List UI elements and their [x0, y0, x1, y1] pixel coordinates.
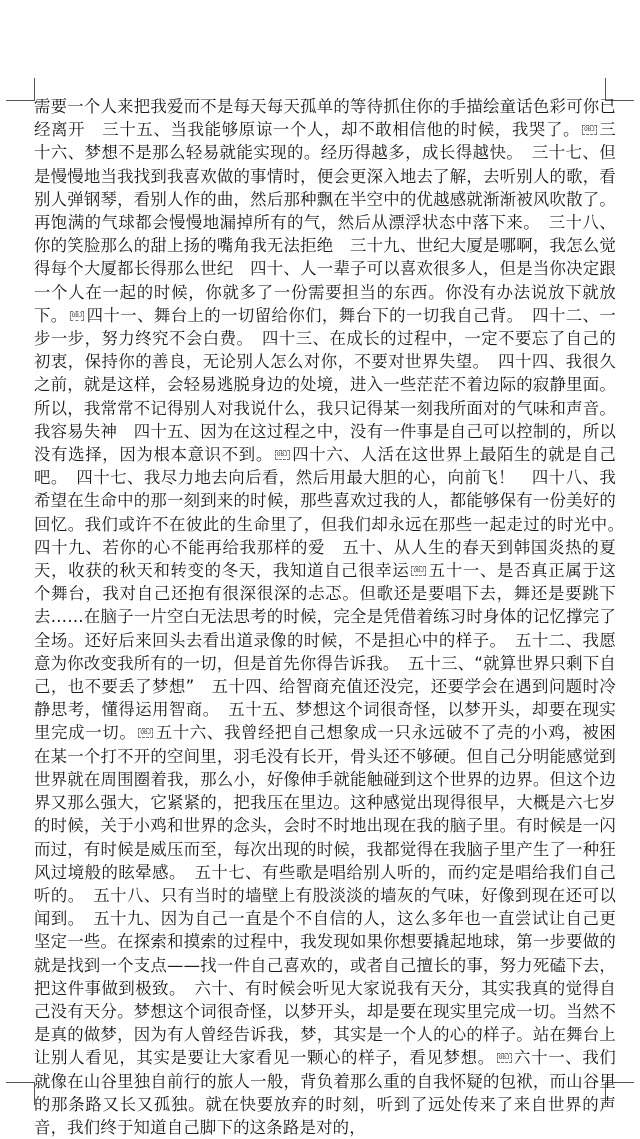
object-placeholder-icon: OBJ	[140, 729, 152, 737]
object-placeholder-icon: OBJ	[413, 567, 425, 575]
object-placeholder-icon: OBJ	[71, 311, 83, 319]
text-segment: 六十一、我们就像在山谷里独自前行的旅人一般，背负着那么重的自我怀疑的包袱，而山谷里的那条路又长又孤独。就在快要放弃的时刻，听到了远处传来了来自世界的声音，我们终于知道自己脚下的这条路是对的，	[34, 1048, 616, 1137]
document-body	[34, 95, 633, 1139]
crop-mark-bottom-left	[6, 1082, 35, 1105]
text-segment: 四十六、人活在这世界上最陌生的就是自己吧。 四十七、我尽力地去向后看，然后用最大胆的心，向前飞！ 四十八、我希望在生命中的那一刻到来的时候，那些喜欢过我的人，都能够保有一份美好的回忆。我们或许不在彼此的生命里了，但我们却永远在那些一起走过的时光中。 四十九、若你的心不能再给我那样的爱 五十、从人生的春天到韩国炎热的夏天，收获的秋天和转变的冬天，我知道自己很幸运	[34, 445, 633, 581]
object-placeholder-icon: OBJ	[584, 126, 595, 134]
text-segment: 五十一、是否真正属于这个舞台，我对自己还抱有很深很深的忐忑。但歌还是要唱下去，舞还是要跳下去……在脑子一片空白无法思考的时候，完全是凭借着练习时身体的记忆撑完了全场。还好后来回头去看出道录像的时候，不是担心中的样子。 五十二、我愿意为你改变我所有的一切，但是首先你得告诉我。 五十三、“就算世界只剩下自己，也不要丢了梦想” 五十四、给智商充值还没完，还要学会在遇到问题时冷静思考，懂得运用智商。 五十五、梦想这个词很奇怪，以梦开头，却要在现实里完成一切。	[34, 561, 616, 743]
text-segment: 需要一个人来把我爱而不是每天每天孤单的等待抓住你的手描绘童话色彩可你已经离开 三十五、当我能够原谅一个人，却不敢相信他的时候，我哭了。	[34, 97, 616, 140]
object-placeholder-icon: OBJ	[276, 451, 288, 459]
crop-mark-top-left	[6, 78, 35, 101]
object-placeholder-icon: OBJ	[498, 1054, 510, 1062]
text-segment: 四十一、舞台上的一切留给你们，舞台下的一切我自己背。 四十二、一步一步，努力终究不会白费。 四十三、在成长的过程中，一定不要忘了自己的初衷，保持你的善良，无论别人怎么对你，不要对世界失望。 四十四、我很久之前，就是这样，会轻易逃脱身边的处境，进入一些茫茫不着边际的寂静里面。所以，我常常不记得别人对我说什么，我只记得某一刻我所面对的气味和声音。我容易失神 四十五、因为在这过程之中，没有一件事是自己可以控制的，所以没有选择，因为根本意识不到。	[34, 305, 616, 465]
text-segment: 三十六、梦想不是那么轻易就能实现的。经历得越多，成长得越快。 三十七、但是慢慢地当我找到我喜欢做的事情时，便会更深入地去了解，去听别人的歌，看别人弹钢琴，看别人作的曲，然后那种飘在半空中的优越感就渐渐被风吹散了。再饱满的气球都会慢慢地漏掉所有的气，然后从漂浮状态中落下来。 三十八、你的笑脸那么的甜上扬的嘴角我无法拒绝 三十九、世纪大厦是哪啊，我怎么觉得每个大厦都长得那么世纪 四十、人一辈子可以喜欢很多人，但是当你决定跟一个人在一起的时候，你就多了一份需要担当的东西。你没有办法说放下就放下。	[34, 120, 617, 325]
text-segment: 五十六、我曾经把自己想象成一只永远破不了壳的小鸡，被困在某一个打不开的空间里，羽毛没有长开，骨头还不够硬。但自己分明能感觉到世界就在周围圈着我，那么小，好像伸手就能触碰到这个世界的边界。但这个边界又那么强大，它紧紧的，把我压在里边。这种感觉出现得很早，大概是六七岁的时候，关于小鸡和世界的念头，会时不时地出现在我的脑子里。有时候是一闪而过，有时候是威压而至，每次出现的时候，我都觉得在我脑子里产生了一种狂风过境般的眩晕感。 五十七、有些歌是唱给别人听的，而约定是唱给我们自己听的。 五十八、只有当时的墙壁上有股淡淡的墙灰的气味，好像到现在还可以闻到。 五十九、因为自己一直是个不自信的人，这么多年也一直尝试让自己更坚定一些。在探索和摸索的过程中，我发现如果你想要撬起地球，第一步要做的就是找到一个支点——找一件自己喜欢的，或者自己擅长的事，努力死磕下去，把这件事做到极致。 六十、有时候会听见大家说我有天分，其实我真的觉得自己没有天分。梦想这个词很奇怪，以梦开头，却是要在现实里完成一切。当然不是真的做梦，因为有人曾经告诉我，梦，其实是一个人的心的样子。站在舞台上让别人看见，其实是要让大家看见一颗心的样子，看见梦想。	[34, 723, 616, 1068]
